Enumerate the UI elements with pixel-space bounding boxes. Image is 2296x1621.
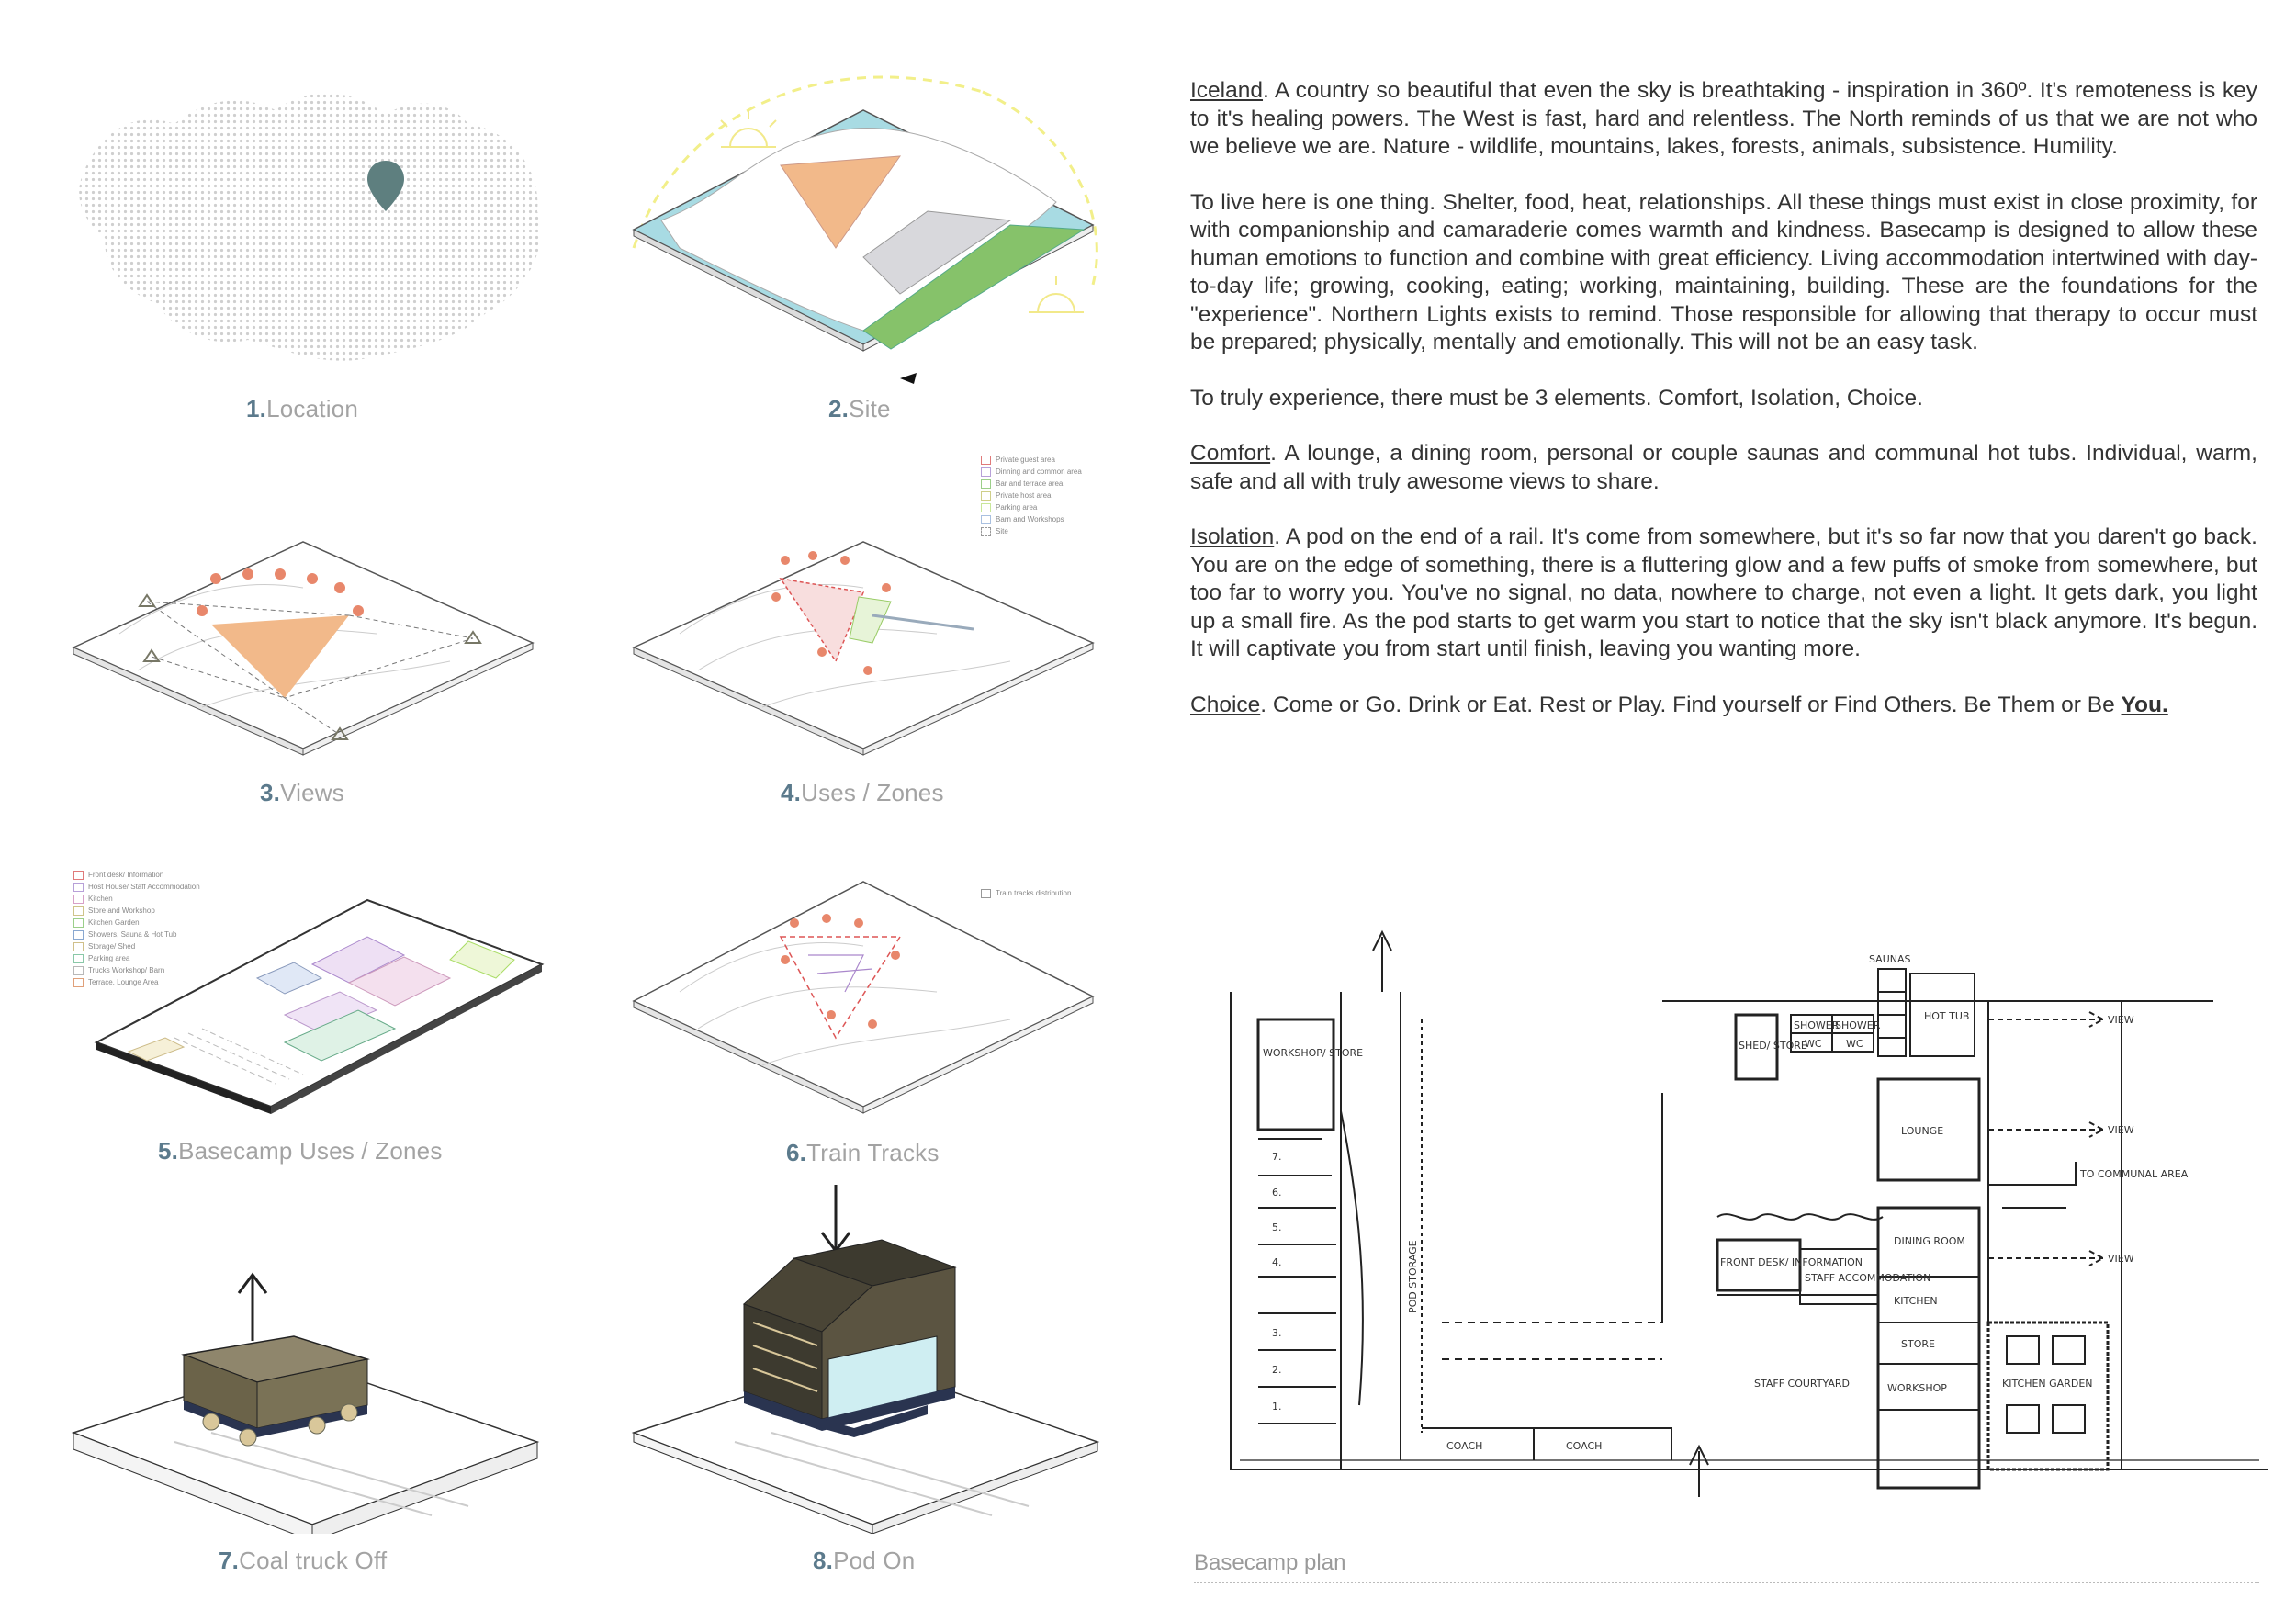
- keyword-iceland: Iceland: [1190, 78, 1264, 103]
- legend-item: Front desk/ Information: [88, 871, 164, 879]
- plan-label: VIEW: [2108, 1253, 2134, 1265]
- bay-label: 3.: [1272, 1327, 1282, 1339]
- legend-basecamp: [73, 869, 200, 988]
- legend-item: Store and Workshop: [88, 906, 155, 915]
- plan-label: COACH: [1566, 1440, 1603, 1452]
- paragraph-iceland: Iceland. A country so beautiful that even the sky is breathtaking - inspiration in 360º. It's remoteness is key to it's healing powers. The West is fast, hard and relentless. The North reminds of us that we are not who we believe we are. Nature - wildlife, mountains, lakes, forests, animals, subsistence. Humility.: [1190, 78, 2257, 159]
- legend-item: Parking area: [88, 954, 130, 962]
- legend-uses: [981, 454, 1082, 537]
- legend-item: Storage/ Shed: [88, 942, 136, 951]
- legend-item: Private host area: [996, 491, 1052, 500]
- bay-label: 2.: [1272, 1364, 1282, 1376]
- caption-site: 2.Site: [828, 395, 891, 422]
- keyword-you: You.: [2121, 692, 2168, 717]
- coal-truck-diagram: [64, 1249, 560, 1534]
- caption-coal-truck: 7.Coal truck Off: [219, 1547, 388, 1574]
- parking-bay-labels: [1272, 1151, 1282, 1413]
- plan-label: KITCHEN GARDEN: [2002, 1378, 2093, 1390]
- bay-label: 5.: [1272, 1221, 1282, 1233]
- sun-icon: [721, 110, 776, 147]
- location-diagram: [64, 73, 560, 377]
- legend-item: Private guest area: [996, 456, 1055, 464]
- plan-label: TO COMMUNAL AREA: [2080, 1168, 2189, 1180]
- uses-zones-diagram: [625, 523, 1120, 771]
- plan-label: LOUNGE: [1901, 1125, 1944, 1137]
- views-diagram: [64, 523, 560, 771]
- plan-caption: Basecamp plan: [1194, 1550, 1346, 1575]
- bay-label: 1.: [1272, 1401, 1282, 1413]
- caption-pod: 8.Pod On: [813, 1547, 916, 1574]
- bay-label: 7.: [1272, 1151, 1282, 1163]
- plan-label: KITCHEN: [1894, 1295, 1938, 1307]
- bay-label: 6.: [1272, 1187, 1282, 1199]
- site-diagram: [625, 55, 1120, 404]
- plan-label: POD STORAGE: [1407, 1240, 1419, 1313]
- plan-label: COACH: [1446, 1440, 1483, 1452]
- caption-train-tracks: 6.Train Tracks: [786, 1139, 940, 1166]
- caption-views: 3.Views: [260, 779, 344, 806]
- paragraph-isolation: Isolation. A pod on the end of a rail. It's come from somewhere, but it's so far now that you daren't go back. You are on the edge of something, there is a fluttering glow and a few puffs of smoke from somewhere, but too far to worry you. You've no signal, no data, nowhere to charge, not even a light. It gets dark, you light up a small fire. As the pod starts to get warm you start to notice that the sky isn't black anymore. It's begun. It will captivate you from start until finish, leaving you wanting more.: [1190, 524, 2257, 661]
- caption-uses-zones: 4.Uses / Zones: [781, 779, 944, 806]
- body-text: [1190, 77, 2257, 747]
- plan-label: VIEW: [2108, 1124, 2134, 1136]
- plan-label: WORKSHOP: [1887, 1382, 1947, 1394]
- legend-item: Train tracks distribution: [996, 889, 1072, 897]
- plan-label: HOT TUB: [1924, 1010, 1970, 1022]
- legend-item: Parking area: [996, 503, 1038, 512]
- plan-label: SHED/ STORE: [1739, 1040, 1807, 1052]
- plan-caption-rule: [1194, 1582, 2259, 1583]
- arrow-down-icon: [822, 1185, 850, 1251]
- plan-label: WC: [1805, 1038, 1822, 1050]
- plan-label: SHOWER: [1835, 1019, 1881, 1031]
- plan-label: SAUNAS: [1869, 953, 1911, 965]
- legend-item: Barn and Workshops: [996, 515, 1064, 523]
- caption-basecamp-zones: 5.Basecamp Uses / Zones: [158, 1137, 443, 1165]
- bay-label: 4.: [1272, 1256, 1282, 1268]
- legend-item: Dinning and common area: [996, 467, 1082, 476]
- iceland-map-shape: [79, 93, 541, 360]
- sun-icon: [1029, 276, 1084, 312]
- basecamp-plan-sketch: [1203, 928, 2268, 1497]
- legend-item: Kitchen Garden: [88, 918, 140, 927]
- keyword-choice: Choice: [1190, 692, 1261, 717]
- legend-item: Host House/ Staff Accommodation: [88, 883, 200, 891]
- plan-label: STAFF COURTYARD: [1754, 1378, 1850, 1390]
- legend-item: Showers, Sauna & Hot Tub: [88, 930, 177, 939]
- legend-item: Kitchen: [88, 895, 113, 903]
- keyword-isolation: Isolation: [1190, 524, 1275, 549]
- paragraph-live: To live here is one thing. Shelter, food, heat, relationships. All these things must exist in close proximity, for with companionship and camaraderie comes warmth and kindness. Basecamp is designed to allow these human emotions to function and combine with great efficiency. Living accommodation intertwined with day-to-day life; growing, cooking, eating; working, maintaining, building. These are the foundations for the "experience". Northern Lights exists to remind. Those responsible for allowing that therapy to occur must be prepared; physically, mentally and emotionally. This will not be an easy task.: [1190, 189, 2257, 355]
- plan-label: WC: [1846, 1038, 1863, 1050]
- legend-tracks: [981, 887, 1071, 899]
- paragraph-choice: Choice. Come or Go. Drink or Eat. Rest or Play. Find yourself or Find Others. Be Them or Be You.: [1190, 692, 2168, 717]
- arrow-up-icon: [239, 1275, 266, 1341]
- legend-item: Site: [996, 527, 1008, 535]
- plan-label: STAFF ACCOMMODATION: [1805, 1272, 1931, 1284]
- plan-label: FRONT DESK/ INFORMATION: [1720, 1256, 1863, 1268]
- plan-label: WORKSHOP/ STORE: [1263, 1047, 1364, 1059]
- legend-item: Terrace, Lounge Area: [88, 978, 159, 986]
- legend-item: Trucks Workshop/ Barn: [88, 966, 165, 974]
- pod-diagram: [625, 1185, 1120, 1534]
- plan-label: DINING ROOM: [1894, 1235, 1965, 1247]
- keyword-comfort: Comfort: [1190, 441, 1271, 466]
- caption-location: 1.Location: [246, 395, 358, 422]
- plan-label: STORE: [1901, 1338, 1935, 1350]
- legend-item: Bar and terrace area: [996, 479, 1064, 488]
- plan-label: VIEW: [2108, 1014, 2134, 1026]
- paragraph-elements: To truly experience, there must be 3 elements. Comfort, Isolation, Choice.: [1190, 385, 1923, 411]
- paragraph-comfort: Comfort. A lounge, a dining room, personal or couple saunas and communal hot tubs. Individual, warm, safe and all with truly awesome views to share.: [1190, 441, 2257, 494]
- plan-label: SHOWER: [1794, 1019, 1840, 1031]
